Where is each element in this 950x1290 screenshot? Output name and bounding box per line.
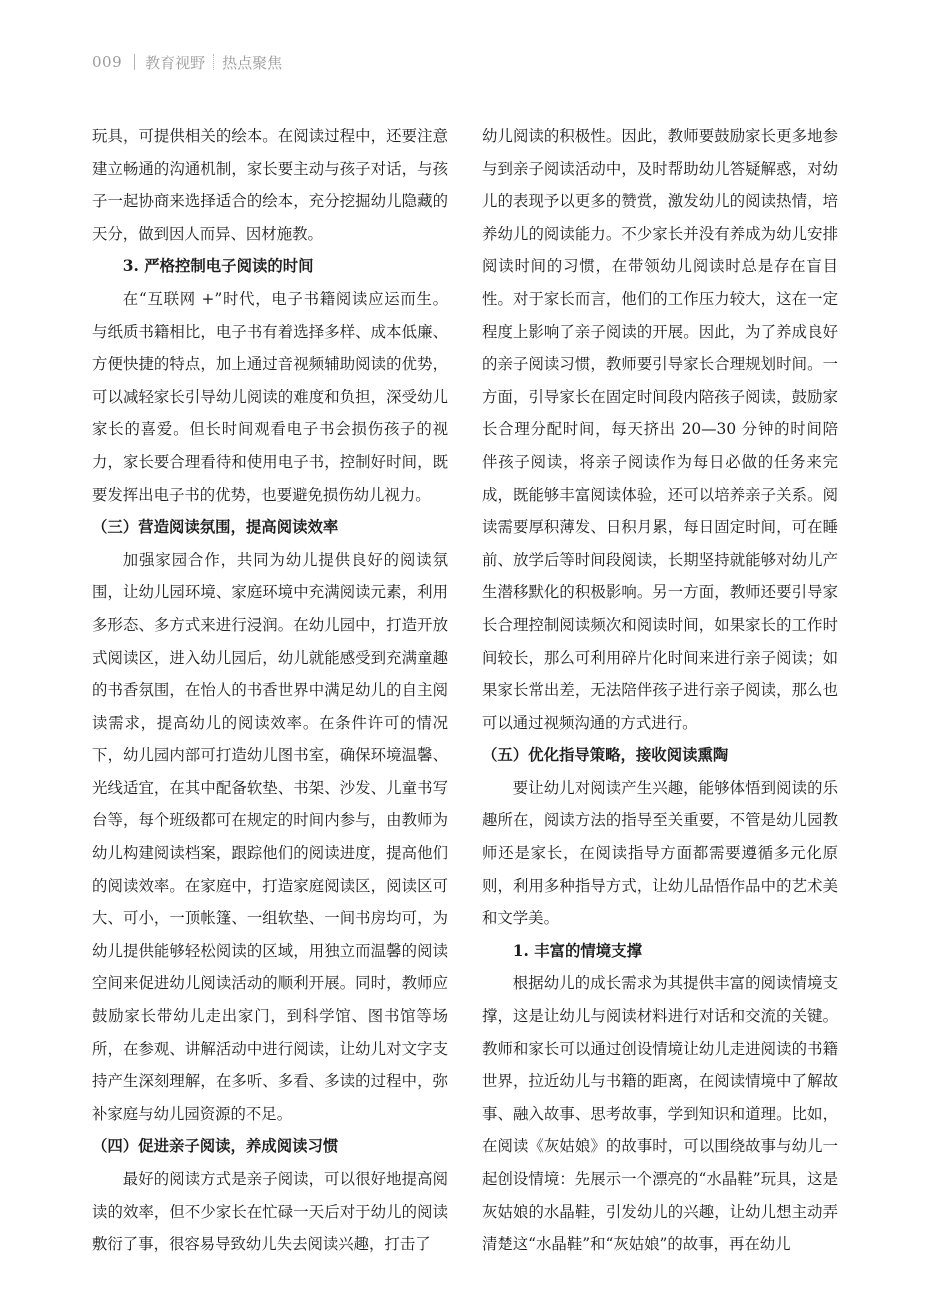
section-heading: （五）优化指导策略，接收阅读熏陶 <box>482 746 729 765</box>
page-number: 009 <box>92 53 123 71</box>
paragraph: 玩具，可提供相关的绘本。在阅读过程中，还要注意建立畅通的沟通机制，家长要主动与孩子对话，与孩子一起协商来选择适合的绘本，充分挖掘幼儿隐藏的天分，做到因人而异、因材施教。 <box>92 127 448 243</box>
subsection-heading: 1. 丰富的情境支撑 <box>512 941 642 960</box>
paragraph: 幼儿阅读的积极性。因此，教师要鼓励家长更多地参与到亲子阅读活动中，及时帮助幼儿答疑解惑，对幼儿的表现予以更多的赞赏，激发幼儿的阅读热情，培养幼儿的阅读能力。不少家长并没有养成为幼儿安排阅读时间的习惯，在带领幼儿阅读时总是存在盲目性。对于家长而言，他们的工作压力较大，这在一定程度上影响了亲子阅读的开展。因此，为了养成良好的亲子阅读习惯，教师要引导家长合理规划时间。一方面，引导家长在固定时间段内陪孩子阅读，鼓励家长合理分配时间，每天挤出 20—30 分钟的时间陪伴孩子阅读，将亲子阅读作为每日必做的任务来完成，既能够丰富阅读体验，还可以培养亲子关系。阅读需要厚积薄发、日积月累，每日固定时间，可在睡前、放学后等时间段阅读，长期坚持就能够对幼儿产生潜移默化的积极影响。另一方面，教师还要引导家长合理控制阅读频次和阅读时间，如果家长的工作时间较长，那么可利用碎片化时间来进行亲子阅读；如果家长常出差，无法陪伴孩子进行亲子阅读，那么也可以通过视频沟通的方式进行。 <box>482 127 838 732</box>
header-section: 教育视野 <box>145 53 206 72</box>
subsection-heading: 3. 严格控制电子阅读的时间 <box>122 257 314 276</box>
paragraph: 根据幼儿的成长需求为其提供丰富的阅读情境支撑，这是让幼儿与阅读材料进行对话和交流的关键。教师和家长可以通过创设情境让幼儿走进阅读的书籍世界，拉近幼儿与书籍的距离，在阅读情境中了解故事、融入故事、思考故事，学到知识和道理。比如，在阅读《灰姑娘》的故事时，可以围绕故事与幼儿一起创设情境：先展示一个漂亮的“水晶鞋”玩具，这是灰姑娘的水晶鞋，引发幼儿的兴趣，让幼儿想主动弄清楚这“水晶鞋”和“灰姑娘”的故事，再在幼儿 <box>482 974 838 1254</box>
paragraph: 要让幼儿对阅读产生兴趣，能够体悟到阅读的乐趣所在，阅读方法的指导至关重要，不管是幼儿园教师还是家长，在阅读指导方面都需要遵循多元化原则，利用多种指导方式，让幼儿品悟作品中的艺术美和文学美。 <box>482 778 838 928</box>
paragraph: 最好的阅读方式是亲子阅读，可以很好地提高阅读的效率，但不少家长在忙碌一天后对于幼儿的阅读敷衍了事，很容易导致幼儿失去阅读兴趣，打击了 <box>92 1170 448 1254</box>
paragraph: 在“互联网 +”时代，电子书籍阅读应运而生。与纸质书籍相比，电子书有着选择多样、成本低廉、方便快捷的特点，加上通过音视频辅助阅读的优势，可以减轻家长引导幼儿阅读的难度和负担，深受幼儿家长的喜爱。但长时间观看电子书会损伤孩子的视力，家长要合理看待和使用电子书，控制好时间，既要发挥出电子书的优势，也要避免损伤幼儿视力。 <box>92 289 448 504</box>
paragraph: 加强家园合作，共同为幼儿提供良好的阅读氛围，让幼儿园环境、家庭环境中充满阅读元素，利用多形态、多方式来进行浸润。在幼儿园中，打造开放式阅读区，进入幼儿园后，幼儿就能感受到充满童趣的书香氛围，在怡人的书香世界中满足幼儿的自主阅读需求，提高幼儿的阅读效率。在条件许可的情况下，幼儿园内部可打造幼儿图书室，确保环境温馨、光线适宜，在其中配备软垫、书架、沙发、儿童书写台等，每个班级都可在规定的时间内参与，由教师为幼儿构建阅读档案，跟踪他们的阅读进度，提高他们的阅读效率。在家庭中，打造家庭阅读区，阅读区可大、可小，一顶帐篷、一组软垫、一间书房均可，为幼儿提供能够轻松阅读的区域，用独立而温馨的阅读空间来促进幼儿阅读活动的顺利开展。同时，教师应鼓励家长带幼儿走出家门，到科学馆、图书馆等场所，在参观、讲解活动中进行阅读，让幼儿对文字支持产生深刻理解，在多听、多看、多读的过程中，弥补家庭与幼儿园资源的不足。 <box>92 550 448 1123</box>
running-header <box>92 50 282 74</box>
header-subsection: 热点聚焦 <box>222 53 283 72</box>
header-divider <box>134 54 135 70</box>
section-heading: （三）营造阅读氛围，提高阅读效率 <box>92 518 339 537</box>
section-heading: （四）促进亲子阅读，养成阅读习惯 <box>92 1137 339 1156</box>
header-dotted-divider <box>213 54 214 70</box>
right-column <box>482 120 838 1261</box>
left-column <box>92 120 448 1261</box>
